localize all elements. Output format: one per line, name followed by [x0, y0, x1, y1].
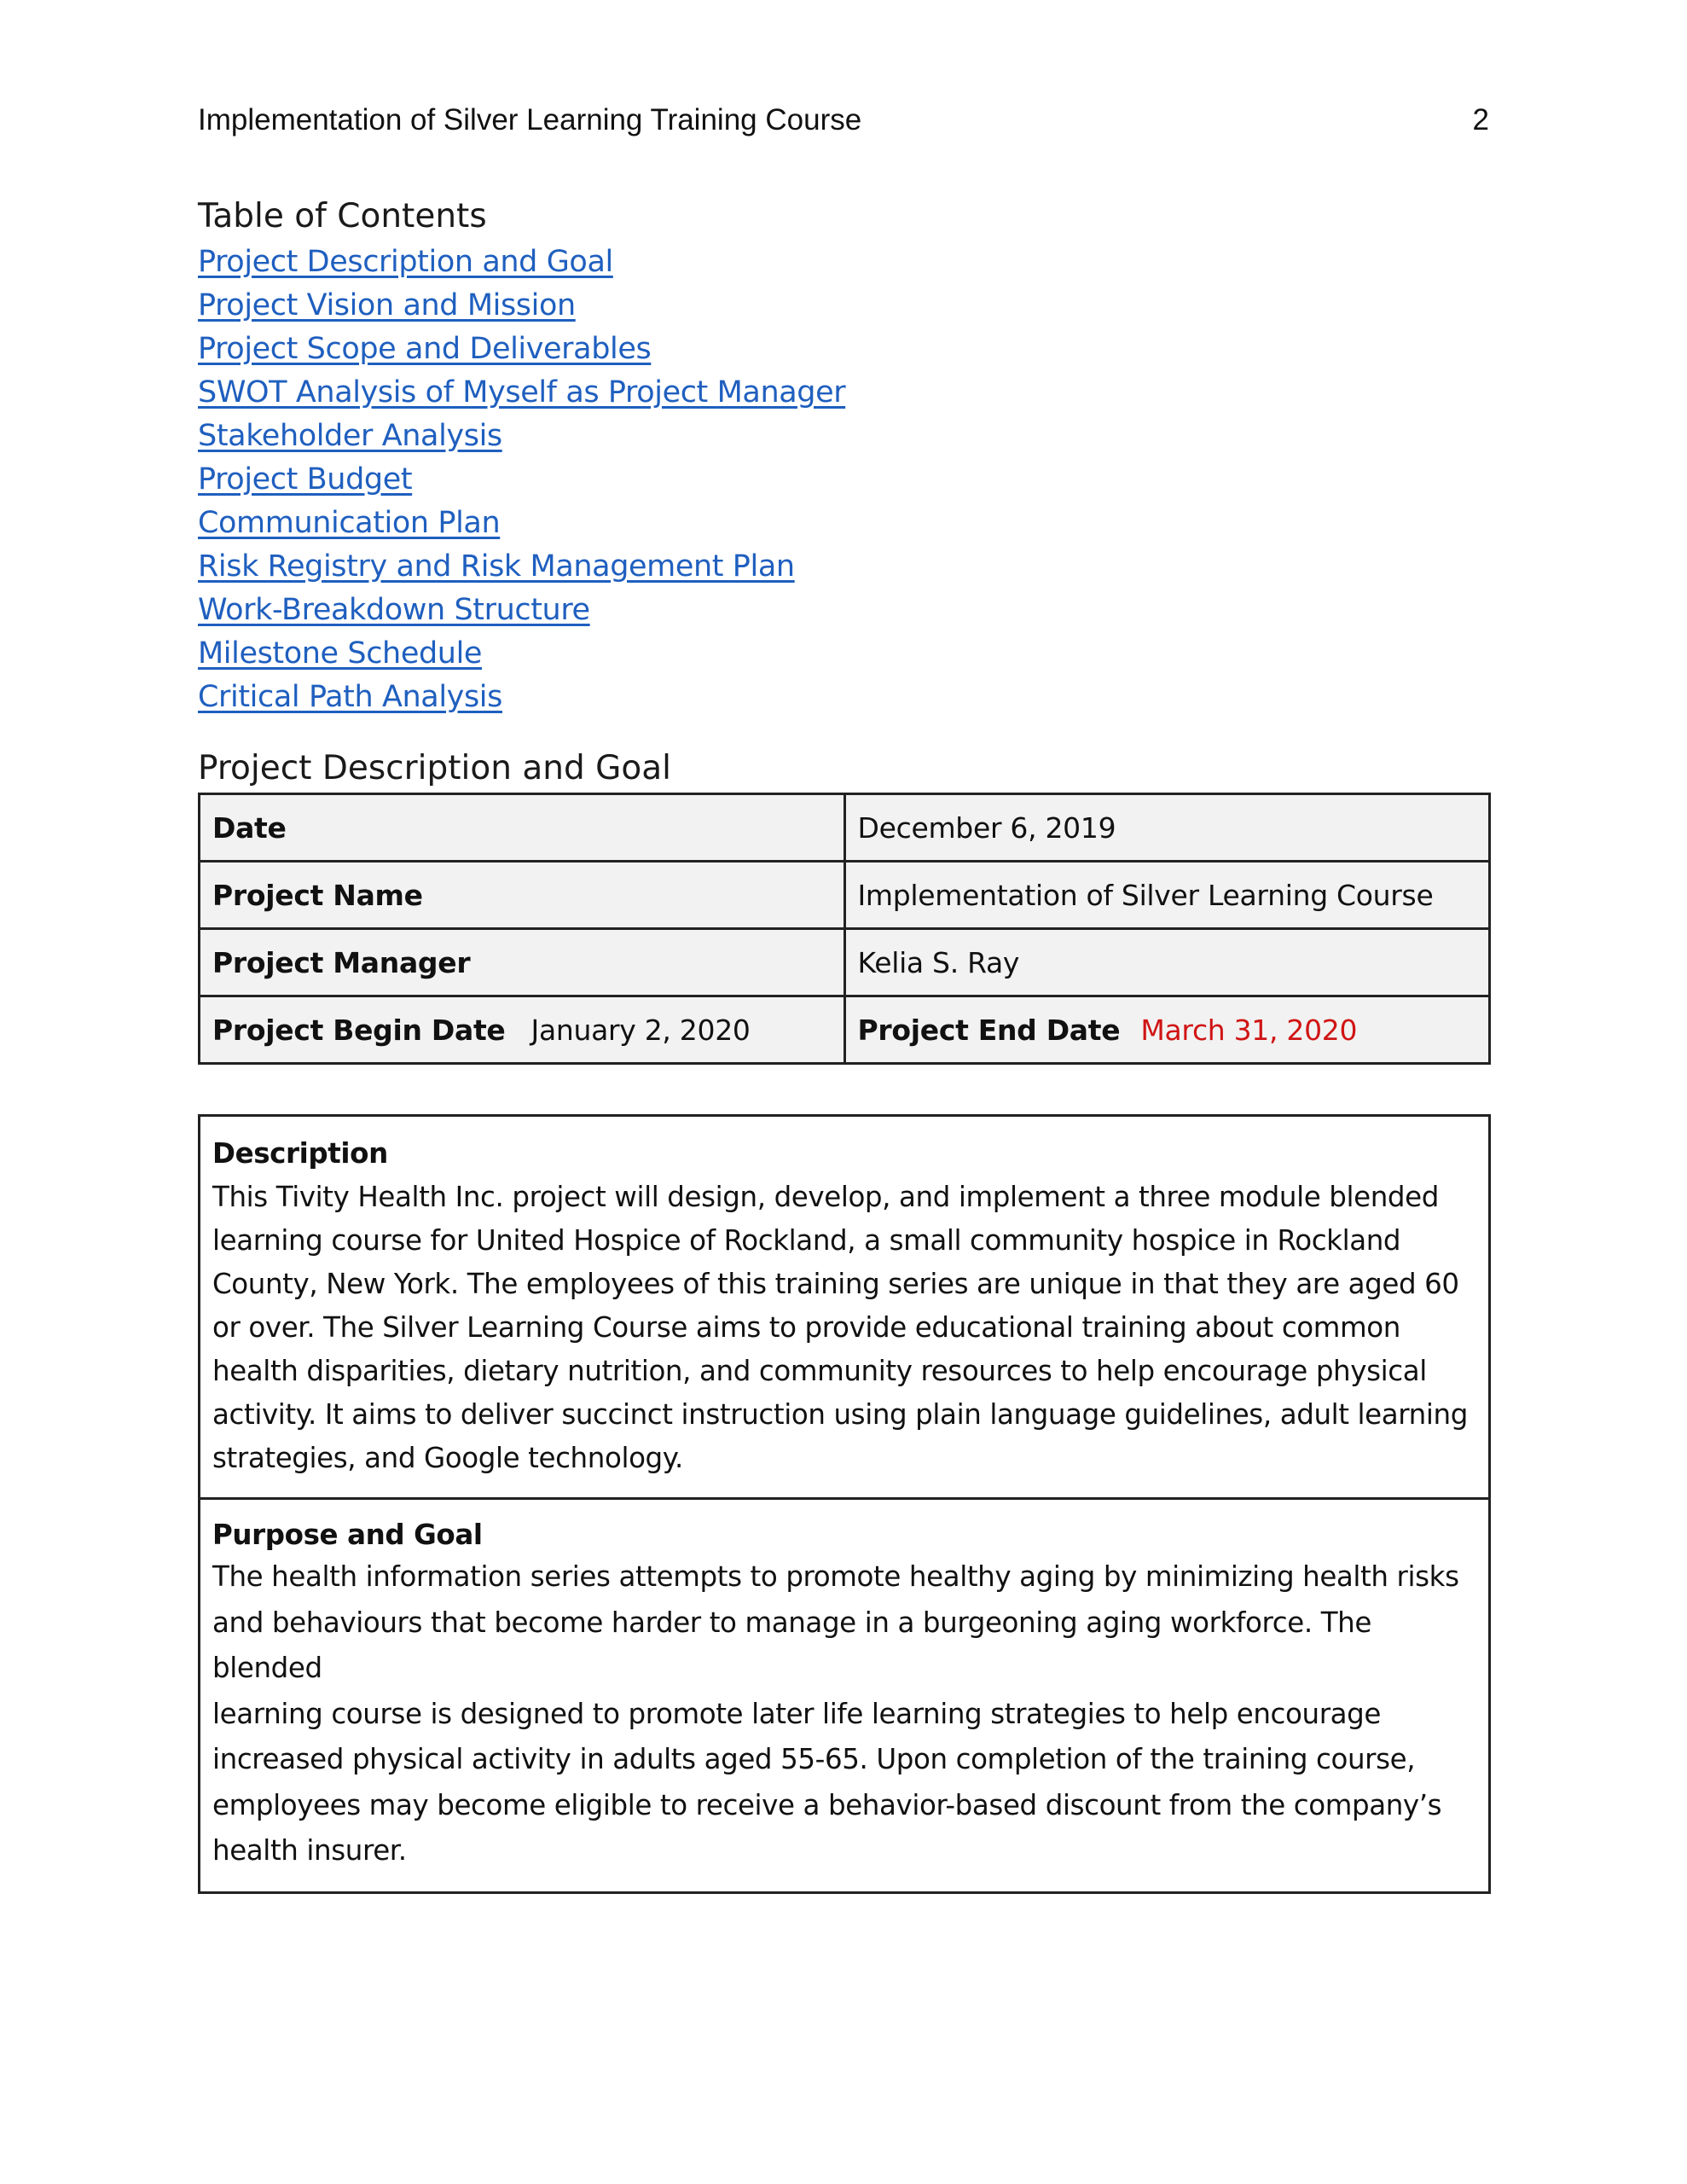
header-title: Implementation of Silver Learning Training Course — [198, 103, 862, 136]
begin-date-label: Project Begin Date — [212, 1013, 506, 1047]
purpose-line: The health information series attempts to promote healthy aging by minimizing health risks — [212, 1560, 1459, 1593]
toc-link-risk-registry[interactable]: Risk Registry and Risk Management Plan — [198, 549, 795, 584]
toc-link-swot-analysis[interactable]: SWOT Analysis of Myself as Project Manager — [198, 375, 846, 410]
purpose-line: learning course is designed to promote later life learning strategies to help encourage — [212, 1697, 1382, 1730]
toc-link-stakeholder-analysis[interactable]: Stakeholder Analysis — [198, 419, 502, 453]
toc-link-project-scope[interactable]: Project Scope and Deliverables — [198, 332, 652, 366]
end-date-cell — [844, 996, 1490, 1064]
toc-link-project-vision[interactable]: Project Vision and Mission — [198, 288, 576, 322]
date-value: December 6, 2019 — [844, 794, 1490, 862]
toc-item — [198, 458, 1477, 502]
running-header — [198, 99, 1489, 142]
description-title: Description — [212, 1137, 388, 1170]
purpose-title: Purpose and Goal — [212, 1519, 483, 1551]
table-row — [200, 794, 1490, 862]
date-label: Date — [200, 794, 845, 862]
purpose-line: and behaviours that become harder to manage in a burgeoning aging workforce. The blended — [212, 1606, 1371, 1684]
end-date-label: Project End Date — [857, 1013, 1121, 1047]
project-name-label: Project Name — [200, 862, 845, 929]
toc-link-project-budget[interactable]: Project Budget — [198, 462, 413, 497]
begin-date-cell — [200, 996, 845, 1064]
description-body — [212, 1176, 1476, 1480]
description-box — [198, 1114, 1491, 1894]
toc-title: Table of Contents — [198, 197, 487, 235]
toc-item — [198, 241, 1477, 284]
purpose-line: employees may become eligible to receive a behavior-based discount from the company’s — [212, 1788, 1442, 1821]
begin-date-value: January 2, 2020 — [530, 1013, 751, 1047]
table-of-contents — [198, 193, 1477, 719]
description-line: This Tivity Health Inc. project will design, develop, and implement a three module blended — [212, 1181, 1439, 1213]
toc-item — [198, 545, 1477, 589]
toc-item — [198, 676, 1477, 719]
toc-item — [198, 328, 1477, 371]
toc-item — [198, 589, 1477, 632]
toc-item — [198, 415, 1477, 458]
toc-item — [198, 284, 1477, 328]
toc-link-milestone-schedule[interactable]: Milestone Schedule — [198, 636, 483, 671]
page-number: 2 — [1472, 103, 1489, 136]
purpose-line: health insurer. — [212, 1834, 407, 1867]
toc-link-project-description[interactable]: Project Description and Goal — [198, 245, 613, 279]
project-manager-label: Project Manager — [200, 929, 845, 996]
toc-link-work-breakdown[interactable]: Work-Breakdown Structure — [198, 593, 590, 627]
toc-item — [198, 502, 1477, 545]
description-section — [200, 1117, 1488, 1497]
project-info-table — [198, 793, 1491, 1065]
section-title: Project Description and Goal — [198, 749, 671, 787]
toc-item — [198, 632, 1477, 676]
description-line: learning course for United Hospice of Rockland, a small community hospice in Rockland — [212, 1224, 1401, 1257]
toc-link-communication-plan[interactable]: Communication Plan — [198, 506, 501, 540]
toc-list — [198, 241, 1477, 719]
description-line: activity. It aims to deliver succinct instruction using plain language guidelines, adult learning — [212, 1398, 1468, 1431]
table-row — [200, 996, 1490, 1064]
project-manager-value: Kelia S. Ray — [844, 929, 1490, 996]
description-line: health disparities, dietary nutrition, and community resources to help encourage physical — [212, 1355, 1427, 1387]
purpose-line: increased physical activity in adults aged 55-65. Upon completion of the training course, — [212, 1743, 1416, 1775]
toc-link-critical-path[interactable]: Critical Path Analysis — [198, 680, 502, 714]
description-line: or over. The Silver Learning Course aims to provide educational training about common — [212, 1311, 1400, 1344]
table-row — [200, 929, 1490, 996]
toc-item — [198, 371, 1477, 415]
description-line: County, New York. The employees of this training series are unique in that they are aged 60 — [212, 1268, 1459, 1300]
purpose-section — [200, 1497, 1488, 1891]
table-row — [200, 862, 1490, 929]
purpose-body — [212, 1554, 1476, 1874]
description-line: strategies, and Google technology. — [212, 1442, 683, 1474]
project-name-value: Implementation of Silver Learning Course — [844, 862, 1490, 929]
end-date-value: March 31, 2020 — [1140, 1013, 1358, 1047]
